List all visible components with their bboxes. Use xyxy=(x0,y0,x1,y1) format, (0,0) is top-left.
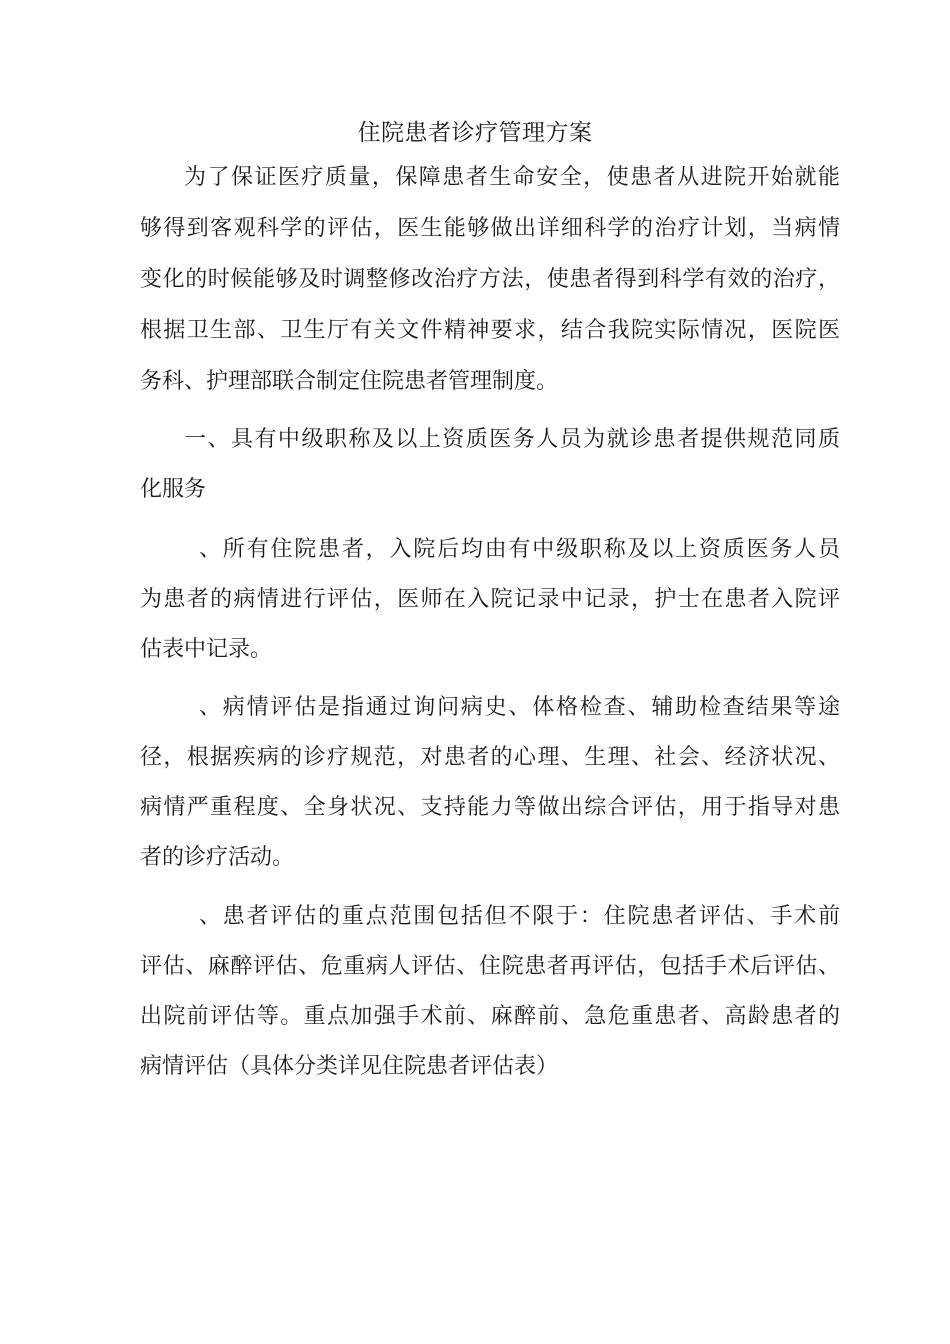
item-2-line-1: 、病情评估是指通过询问病史、体格检查、辅助检查结果等途 xyxy=(199,695,840,720)
item-2-line-2: 径，根据疾病的诊疗规范，对患者的心理、生理、社会、经济状况、 xyxy=(140,745,840,770)
item-3-line-1: 、患者评估的重点范围包括但不限于：住院患者评估、手术前 xyxy=(199,904,840,929)
item-1-line-1: 、所有住院患者，入院后均由有中级职称及以上资质医务人员 xyxy=(199,537,840,562)
intro-line-2: 够得到客观科学的评估，医生能够做出详细科学的治疗计划，当病情 xyxy=(140,216,840,241)
item-2-line-4: 者的诊疗活动。 xyxy=(140,845,295,870)
section-1-heading-line-2: 化服务 xyxy=(140,477,207,502)
item-3-line-4: 病情评估（具体分类详见住院患者评估表） xyxy=(140,1054,559,1079)
item-3-line-3: 出院前评估等。重点加强手术前、麻醉前、急危重患者、高龄患者的 xyxy=(140,1004,840,1029)
intro-line-5: 务科、护理部联合制定住院患者管理制度。 xyxy=(140,369,559,394)
document-title: 住院患者诊疗管理方案 xyxy=(357,120,593,146)
intro-line-3: 变化的时候能够及时调整修改治疗方法，使患者得到科学有效的治疗， xyxy=(140,267,840,292)
item-1-line-3: 估表中记录。 xyxy=(140,637,273,662)
intro-line-4: 根据卫生部、卫生厅有关文件精神要求，结合我院实际情况，医院医 xyxy=(140,318,840,343)
section-1-heading-line-1: 一、具有中级职称及以上资质医务人员为就诊患者提供规范同质 xyxy=(184,427,840,452)
item-1-line-2: 为患者的病情进行评估，医师在入院记录中记录，护士在患者入院评 xyxy=(140,587,840,612)
intro-line-1: 为了保证医疗质量，保障患者生命安全，使患者从进院开始就能 xyxy=(184,165,840,190)
item-2-line-3: 病情严重程度、全身状况、支持能力等做出综合评估，用于指导对患 xyxy=(140,795,840,820)
item-3-line-2: 评估、麻醉评估、危重病人评估、住院患者再评估，包括手术后评估、 xyxy=(140,954,840,979)
